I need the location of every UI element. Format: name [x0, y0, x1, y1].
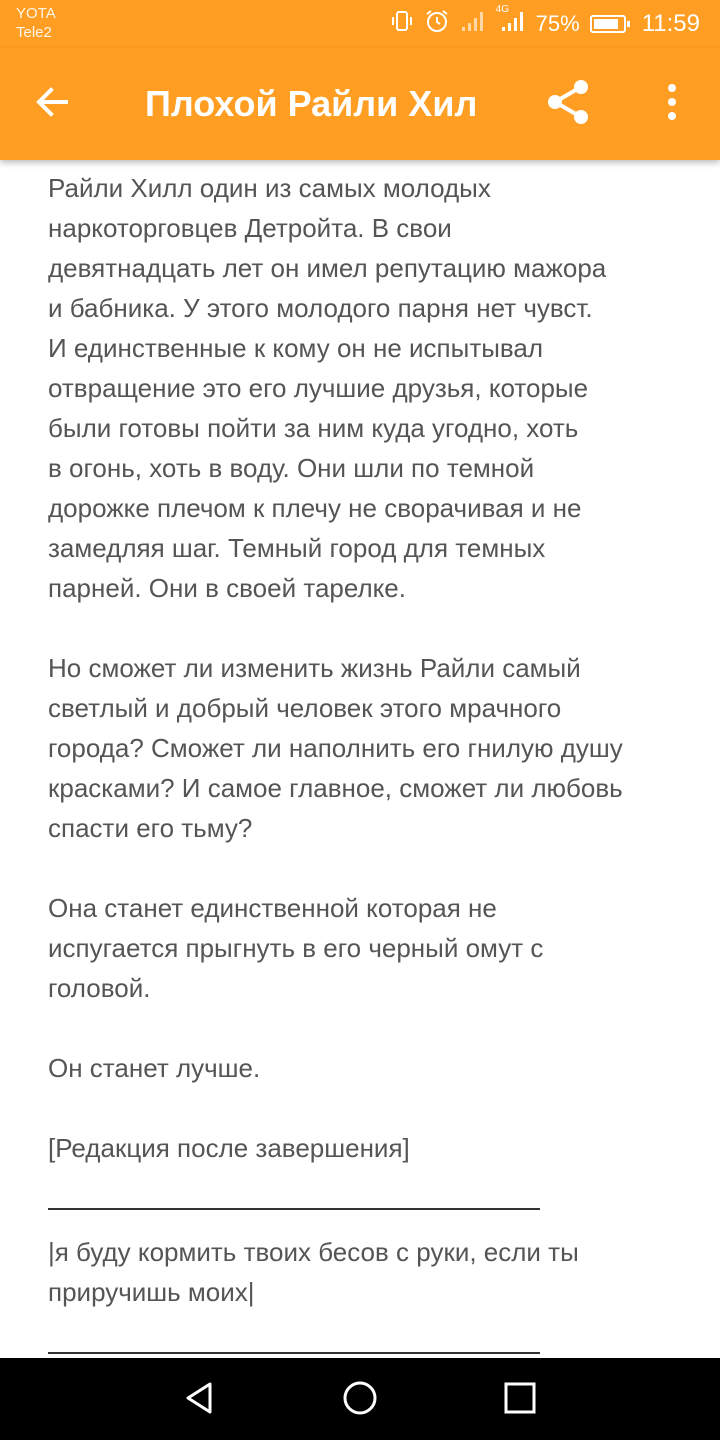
description-text	[48, 168, 678, 1354]
more-options-button[interactable]	[646, 74, 698, 134]
page-title: Плохой Райли Хил	[145, 83, 478, 124]
status-icons	[390, 3, 700, 40]
battery-icon	[590, 15, 626, 33]
divider	[48, 1352, 540, 1354]
carrier-info	[16, 4, 56, 42]
paragraph: [Редакция после завершения]	[48, 1133, 410, 1163]
carrier-2: Tele2	[16, 24, 52, 41]
battery-percent: 75%	[535, 11, 580, 36]
nav-back-triangle-icon	[182, 1380, 218, 1421]
arrow-left-icon	[32, 82, 72, 127]
carrier-1: YOTA	[16, 5, 56, 22]
signal-icon-2	[495, 3, 526, 40]
nav-recents-square-icon	[502, 1380, 538, 1421]
network-type: 4G	[495, 3, 510, 15]
app-bar	[0, 48, 720, 160]
paragraph: Райли Хилл один из самых молодых наркоторговцев Детройта. В свои девятнадцать лет он имел репутацию мажора и бабника. У этого молодого парня нет чувст. И единственные к кому он не испытывал отвращение это его лучшие друзья, которые были готовы пойти за ним куда угодно, хоть в огонь, хоть в воду. Они шли по темной дорожке плечом к плечу не сворачивая и не замедляя шаг. Темный город для темных парней. Они в своей тарелке.	[48, 173, 607, 603]
paragraph: Он станет лучше.	[48, 1053, 261, 1083]
paragraph: Но сможет ли изменить жизнь Райли самый светлый и добрый человек этого мрачного города? Сможет ли наполнить его гнилую душу красками? И самое главное, сможет ли любовь спасти его тьму?	[48, 653, 623, 843]
share-icon	[543, 77, 593, 132]
vibrate-icon	[390, 9, 414, 40]
nav-recents-button[interactable]	[492, 1372, 548, 1428]
paragraph: Она станет единственной которая не испугается прыгнуть в его черный омут с головой.	[48, 893, 544, 1003]
nav-back-button[interactable]	[172, 1372, 228, 1428]
share-button[interactable]	[538, 74, 598, 134]
nav-home-circle-icon	[342, 1380, 378, 1421]
divider	[48, 1208, 540, 1210]
nav-home-button[interactable]	[332, 1372, 388, 1428]
status-bar	[0, 0, 720, 48]
more-vert-icon	[666, 82, 678, 127]
signal-icon-1	[460, 9, 486, 40]
back-button[interactable]	[24, 76, 80, 132]
quote: |я буду кормить твоих бесов с руки, если ты приручишь моих|	[48, 1237, 579, 1307]
alarm-icon	[424, 8, 450, 41]
clock: 11:59	[641, 10, 700, 37]
system-nav-bar	[0, 1358, 720, 1440]
